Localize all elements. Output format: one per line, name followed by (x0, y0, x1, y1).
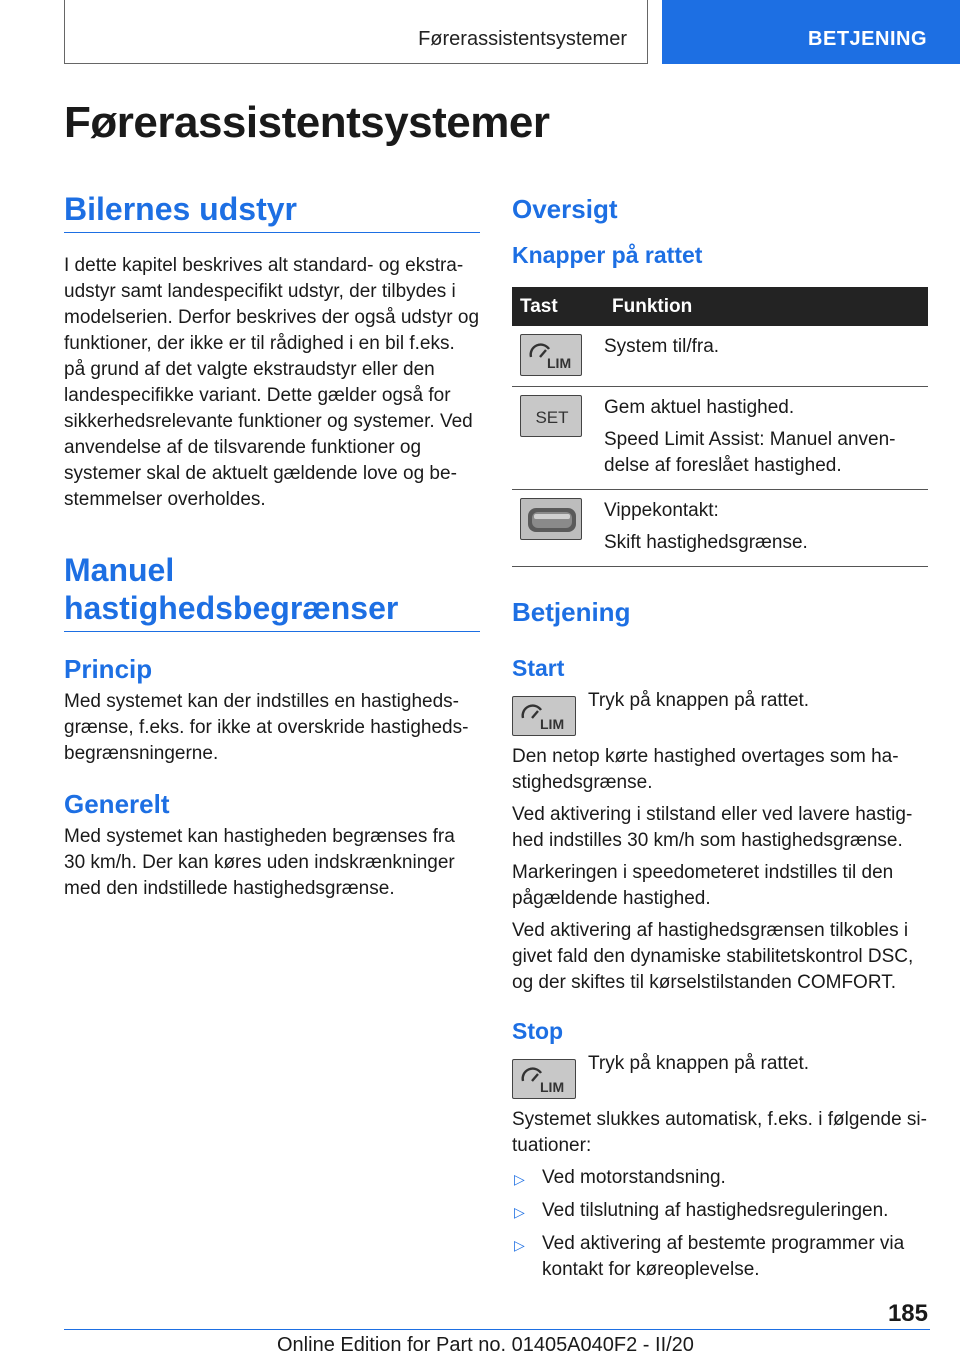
list-item (512, 1198, 928, 1225)
table-cell-text (604, 490, 928, 567)
heading-bilernes-udstyr: Bilernes udstyr (64, 191, 297, 227)
svg-text:LIM: LIM (540, 716, 565, 732)
triangle-bullet-icon: ▷ (514, 1171, 525, 1187)
paragraph-start-3: Markeringen i speedometeret indstilles til den pågældende hastighed. (512, 862, 894, 909)
heading-princip: Princip (64, 654, 153, 684)
table-row-text: Gem aktuel hastighed. (604, 397, 795, 418)
heading-generelt: Generelt (64, 789, 170, 819)
table-cell-icon (512, 326, 604, 387)
header-frame (64, 0, 648, 64)
start-instruction-text: Tryk på knappen på rattet. (588, 690, 810, 711)
paragraph-princip: Med systemet kan der indstilles en hastighedsgrænse, f.eks. for ikke at overskride hastighedsbegrænsningerne. (64, 691, 469, 764)
table-row-text: Skift hastighedsgrænse. (604, 532, 808, 553)
paragraph-generelt: Med systemet kan hastigheden begrænses fra 30 km/h. Der kan køres uden indskrænkninger med den indstillede hastighedsgrænse. (64, 826, 455, 899)
lim-button-icon (512, 1059, 576, 1099)
triangle-bullet-icon: ▷ (514, 1237, 525, 1253)
right-column (512, 190, 928, 1283)
table-cell-icon (512, 387, 604, 490)
table-cell-icon (512, 490, 604, 567)
paragraph-start-1: Den netop kørte hastighed overtages som hastighedsgrænse. (512, 746, 899, 793)
table-cell-text (604, 387, 928, 490)
paragraph-start-2: Ved aktivering i stilstand eller ved lavere hastighed indstilles 30 km/h som hastighedsgrænse. (512, 804, 913, 851)
stop-situations-list (512, 1165, 928, 1283)
heading-block-bilernes (64, 190, 480, 233)
lim-button-icon (512, 696, 576, 736)
page-title: Førerassistentsystemer (64, 98, 550, 147)
svg-text:LIM: LIM (540, 1079, 565, 1095)
list-item-text: Ved motorstandsning. (542, 1167, 726, 1188)
heading-block-manuel (64, 551, 480, 632)
svg-text:LIM: LIM (547, 355, 572, 371)
heading-start: Start (512, 655, 565, 681)
table-row (512, 326, 928, 387)
heading-oversigt: Oversigt (512, 194, 618, 224)
rocker-switch-icon (520, 498, 582, 540)
list-item-text: Ved aktivering af bestemte programmer via kontakt for køreoplevelse. (542, 1233, 905, 1280)
table-row-text: System til/fra. (604, 336, 720, 357)
heading-stop: Stop (512, 1018, 564, 1044)
heading-manuel-hastighedsbegraenser: Manuel hastighedsbegrænser (64, 552, 399, 626)
table-header-tast: Tast (512, 287, 604, 326)
heading-knapper-paa-rattet: Knapper på rattet (512, 242, 703, 268)
paragraph-start-4: Ved aktivering af hastighedsgrænsen tilkobles i givet fald den dynamiske stabilitetskontrol DSC, og der skiftes til kørselstilstanden COMFORT. (512, 920, 914, 993)
table-row-text: Speed Limit Assist: Manuel anvendelse af foreslået hastighed. (604, 429, 896, 476)
edition-footer: Online Edition for Part no. 01405A040F2 - II/20 (277, 1334, 694, 1356)
lim-button-icon (520, 334, 582, 376)
paragraph-bilernes: I dette kapitel beskrives alt standard- og ekstraudstyr samt landespecifikt udstyr, der tilbydes i modelserien. Derfor beskrives der også udstyr og funktioner, der ikke er til rådighed i en bil f.eks. på grund af det valgte ekstraudstyr eller den landespecifikke variant. Dette gælder også for sikkerhedsrelevante funktioner og systemer. Ved anvendelse af de tilsvarende funktioner og systemer skal de aktuelt gældende love og bestemmelser overholdes. (64, 255, 480, 510)
table-header-funktion: Funktion (604, 287, 928, 326)
svg-text:SET: SET (535, 408, 569, 427)
paragraph-stop: Systemet slukkes automatisk, f.eks. i følgende situationer: (512, 1109, 927, 1156)
table-cell-text (604, 326, 928, 387)
table-row (512, 490, 928, 567)
footer-divider (64, 1329, 930, 1330)
table-row-text: Vippekontakt: (604, 500, 719, 521)
table-row (512, 387, 928, 490)
list-item-text: Ved tilslutning af hastighedsreguleringen. (542, 1200, 889, 1221)
start-instruction (512, 688, 928, 736)
stop-instruction-text: Tryk på knappen på rattet. (588, 1053, 810, 1074)
page-number: 185 (887, 1300, 928, 1327)
stop-instruction (512, 1051, 928, 1099)
list-item (512, 1231, 928, 1283)
buttons-table (512, 287, 928, 567)
header-chapter-tab[interactable]: BETJENING (662, 0, 960, 64)
list-item (512, 1165, 928, 1192)
left-column (64, 190, 480, 902)
heading-betjening: Betjening (512, 597, 631, 627)
header-section-title: Førerassistentsystemer (418, 28, 627, 50)
set-button-icon (520, 395, 582, 437)
table-header-row (512, 287, 928, 326)
triangle-bullet-icon: ▷ (514, 1204, 525, 1220)
